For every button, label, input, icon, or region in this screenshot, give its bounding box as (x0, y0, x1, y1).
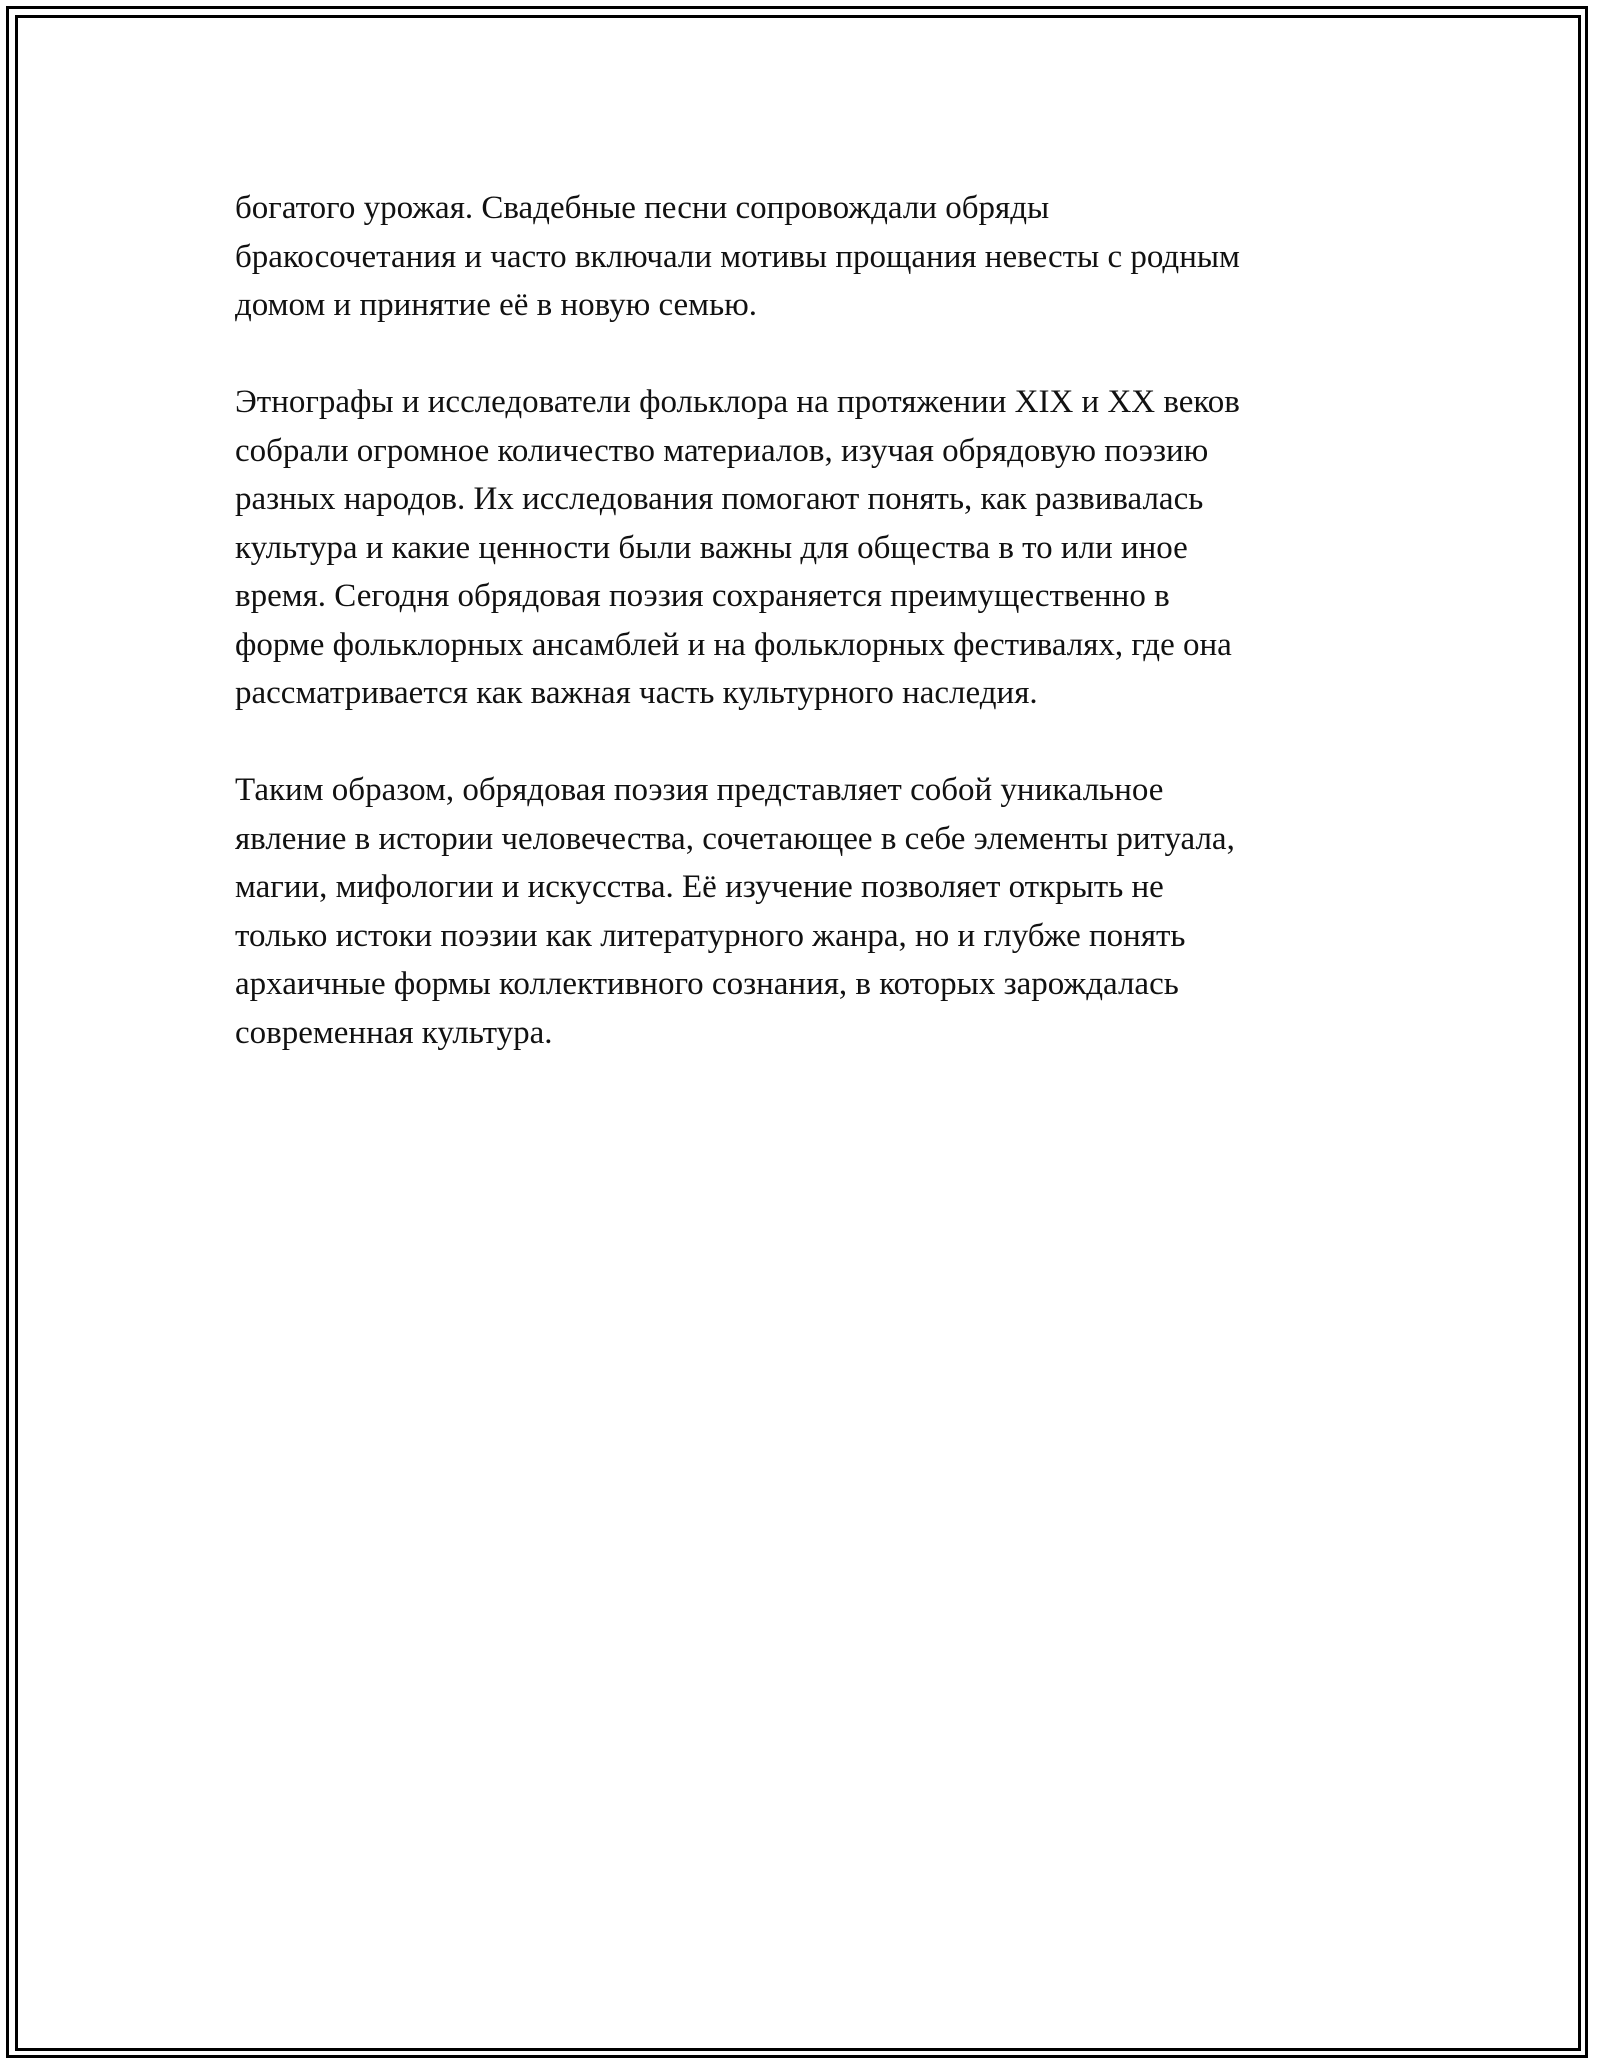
text-line: современная культура. (235, 1014, 553, 1051)
text-line: богатого урожая. Свадебные песни сопровождали обряды (235, 190, 1050, 226)
text-line: Таким образом, обрядовая поэзия представляет собой уникальное (235, 772, 1164, 808)
text-line: время. Сегодня обрядовая поэзия сохраняется преимущественно в (235, 578, 1170, 614)
text-line: домом и принятие её в новую семью. (235, 287, 758, 323)
text-line: разных народов. Их исследования помогают понять, как развивалась (235, 481, 1204, 517)
document-body (235, 184, 1365, 1106)
text-line: только истоки поэзии как литературного жанра, но и глубже понять (235, 917, 1186, 954)
text-line: магии, мифологии и искусства. Её изучение позволяет открыть не (235, 869, 1164, 905)
paragraph-1 (235, 184, 1365, 330)
text-line: явление в истории человечества, сочетающее в себе элементы ритуала, (235, 820, 1235, 857)
text-line: собрали огромное количество материалов, изучая обрядовую поэзию (235, 432, 1209, 469)
text-line: архаичные формы коллективного сознания, в которых зарождалась (235, 966, 1179, 1002)
paragraph-3 (235, 766, 1365, 1057)
text-line: Этнографы и исследователи фольклора на протяжении XIX и XX веков (235, 384, 1240, 420)
text-line: культура и какие ценности были важны для общества в то или иное (235, 529, 1188, 566)
text-line: форме фольклорных ансамблей и на фольклорных фестивалях, где она (235, 626, 1232, 663)
text-line: бракосочетания и часто включали мотивы прощания невесты с родным (235, 238, 1240, 275)
paragraph-2 (235, 378, 1365, 718)
text-line: рассматривается как важная часть культурного наследия. (235, 675, 1038, 711)
